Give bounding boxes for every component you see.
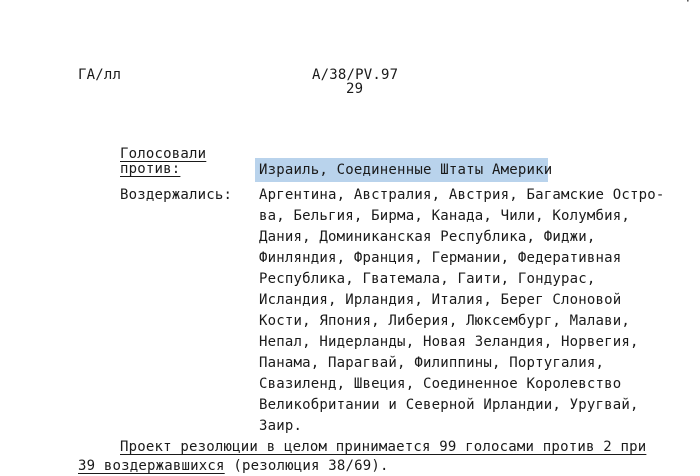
page-number: 29 <box>346 81 364 97</box>
abstained-line: Исландия, Ирландия, Италия, Берег Слоновой <box>259 292 622 308</box>
abstained-line: Заир. <box>259 418 303 434</box>
abstained-line: Республика, Гватемала, Гаити, Гондурас, <box>259 271 596 287</box>
abstained-line: Дания, Доминиканская Республика, Фиджи, <box>259 229 596 245</box>
abstained-line: ва, Бельгия, Бирма, Канада, Чили, Колумбия, <box>259 208 631 224</box>
abstained-line: Непал, Нидерланды, Новая Зеландия, Норвегия, <box>259 334 639 350</box>
against-label-line1: Голосовали <box>120 146 207 162</box>
against-label-line2: против: <box>120 161 181 177</box>
corner-mark: ˙ <box>683 0 692 15</box>
abstained-label: Воздержались: <box>120 187 233 203</box>
abstained-line: Панама, Парагвай, Филиппины, Португалия, <box>259 355 605 371</box>
result-line1: Проект резолюции в целом принимается 99 голосами против 2 при <box>120 439 647 455</box>
result-line2-underlined: 39 воздержавшихся <box>78 458 225 474</box>
result-line2-rest: (резолюция 38/69). <box>224 458 389 474</box>
result-line2 <box>78 457 389 475</box>
document-symbol: A/38/PV.97 <box>312 67 399 83</box>
header-initials: ГА/лл <box>78 67 122 83</box>
abstained-line: Кости, Япония, Либерия, Люксембург, Малави, <box>259 313 631 329</box>
abstained-line: Финляндия, Франция, Германии, Федеративная <box>259 250 622 266</box>
abstained-line: Аргентина, Австралия, Австрия, Багамские Остро- <box>259 187 665 203</box>
abstained-line: Великобритании и Северной Ирландии, Уругвай, <box>259 397 639 413</box>
abstained-line: Свазиленд, Швеция, Соединенное Королевство <box>259 376 622 392</box>
against-value: Израиль, Соединенные Штаты Америки <box>259 162 553 178</box>
